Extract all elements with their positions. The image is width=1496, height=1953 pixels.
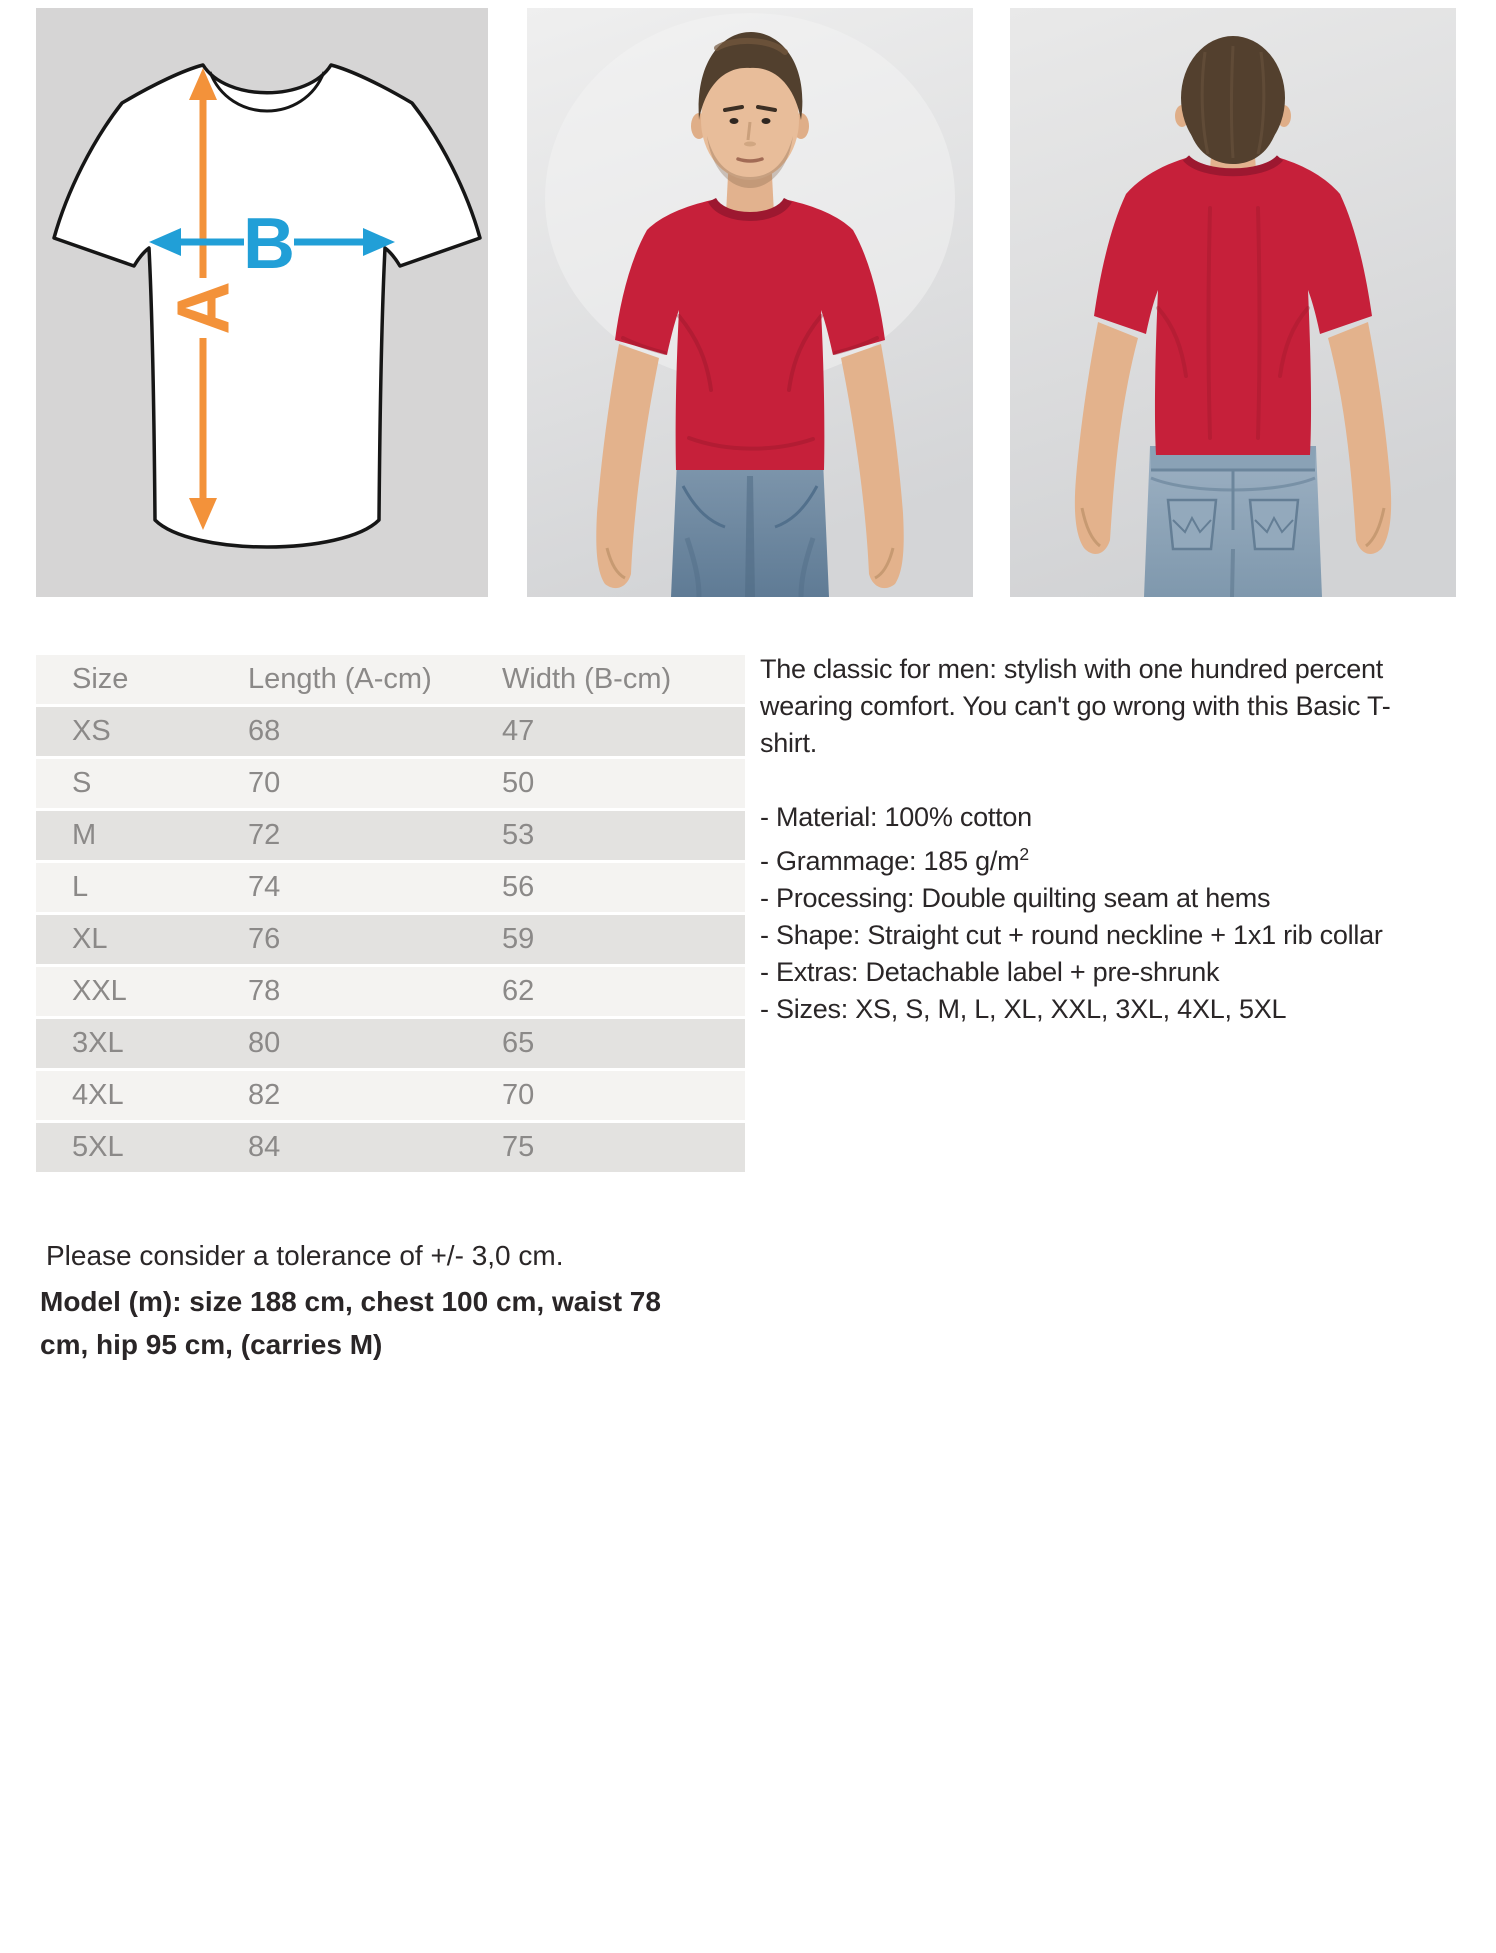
description-intro: The classic for men: stylish with one hundred percent wearing comfort. You can't go wrong with this Basic T-shirt. (760, 654, 1391, 758)
spec-item: - Sizes: XS, S, M, L, XL, XXL, 3XL, 4XL, 5XL (760, 994, 1287, 1024)
table-row (36, 914, 745, 966)
size-table (36, 655, 745, 1175)
table-cell: 75 (466, 1122, 745, 1174)
table-row (36, 1018, 745, 1070)
table-cell: XS (36, 706, 212, 758)
column-header: Width (B-cm) (466, 655, 745, 706)
label-a: A (161, 281, 245, 335)
table-cell: XXL (36, 966, 212, 1018)
eye-right (762, 118, 771, 124)
table-cell: 78 (212, 966, 466, 1018)
product-photo-front (527, 8, 973, 597)
spec-item: - Shape: Straight cut + round neckline + 1x1 rib collar (760, 920, 1383, 950)
table-cell: 74 (212, 862, 466, 914)
table-cell: M (36, 810, 212, 862)
table-cell: 3XL (36, 1018, 212, 1070)
table-cell: 56 (466, 862, 745, 914)
model-info-note: Model (m): size 188 cm, chest 100 cm, waist 78 cm, hip 95 cm, (carries M) (40, 1286, 661, 1360)
column-header: Size (36, 655, 212, 706)
table-cell: 82 (212, 1070, 466, 1122)
table-row (36, 966, 745, 1018)
label-b: B (243, 204, 295, 284)
table-row (36, 706, 745, 758)
table-cell: 68 (212, 706, 466, 758)
size-measurement-diagram (36, 8, 488, 597)
size-table-header (36, 655, 745, 706)
mouth (738, 159, 762, 161)
model-back-illustration (1010, 8, 1456, 597)
model-front-illustration (527, 8, 973, 597)
eye-left (730, 118, 739, 124)
spec-item: - Processing: Double quilting seam at hems (760, 883, 1271, 913)
table-cell: 50 (466, 758, 745, 810)
table-cell: XL (36, 914, 212, 966)
table-cell: 5XL (36, 1122, 212, 1174)
table-cell: L (36, 862, 212, 914)
table-cell: 70 (466, 1070, 745, 1122)
table-cell: 59 (466, 914, 745, 966)
product-photo-back (1010, 8, 1456, 597)
table-row (36, 758, 745, 810)
tshirt-outline (54, 65, 480, 547)
nose (748, 122, 750, 140)
tolerance-note: Please consider a tolerance of +/- 3,0 cm. (46, 1240, 564, 1271)
notes-block (40, 1238, 695, 1366)
product-description (760, 651, 1470, 1028)
table-cell: 70 (212, 758, 466, 810)
table-cell: 4XL (36, 1070, 212, 1122)
spec-item: - Material: 100% cotton (760, 802, 1032, 832)
header-row (36, 655, 745, 706)
tshirt-diagram-svg (36, 8, 488, 597)
spec-list (760, 799, 1470, 1028)
table-cell: 76 (212, 914, 466, 966)
table-cell: 53 (466, 810, 745, 862)
spec-item: - Extras: Detachable label + pre-shrunk (760, 957, 1220, 987)
table-cell: 65 (466, 1018, 745, 1070)
spec-item: - Grammage: 185 $g/m^2$ (760, 844, 1029, 876)
jeans-back (1144, 446, 1322, 597)
table-cell: 47 (466, 706, 745, 758)
size-table-body (36, 706, 745, 1174)
table-row (36, 810, 745, 862)
table-cell: 72 (212, 810, 466, 862)
table-cell: 84 (212, 1122, 466, 1174)
table-cell: 80 (212, 1018, 466, 1070)
column-header: Length (A-cm) (212, 655, 466, 706)
table-row (36, 1070, 745, 1122)
jeans-front (671, 460, 829, 597)
table-cell: S (36, 758, 212, 810)
table-row (36, 862, 745, 914)
table-cell: 62 (466, 966, 745, 1018)
table-row (36, 1122, 745, 1174)
